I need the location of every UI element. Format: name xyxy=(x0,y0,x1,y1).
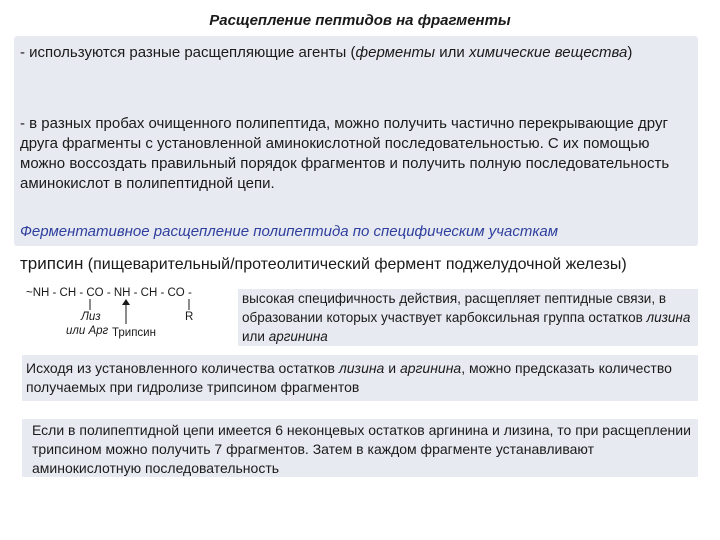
peptide-formula: ~NH - CH - CO - NH - CH - CO - xyxy=(26,287,192,299)
prediction-box xyxy=(22,355,698,401)
agents-suffix: ) xyxy=(627,44,633,61)
prediction-text2: , можно предсказать количество получаемых при гидролизе трипсином фрагментов xyxy=(26,360,672,395)
cleavage-arrow-head xyxy=(122,299,130,305)
prediction-text1: Исходя из установленного количества остатков xyxy=(26,360,339,376)
prediction-mid: и xyxy=(384,360,400,376)
lys-label: Лиз xyxy=(81,311,101,323)
enzymatic-heading: Ферментативное расщепление полипептида по специфическим участкам xyxy=(20,223,559,240)
trypsin-line xyxy=(20,254,720,274)
fragments-paragraph: - в разных пробах очищенного полипептида, можно получить частично перекрывающие друг друга фрагменты с установленной аминокислотной последовательностью. С их помощью можно воссоздать правильный порядок фрагментов и получить полную последовательность аминокислот в полипептидной цепи. xyxy=(20,115,670,192)
agents-prefix: - используются разные расщепляющие агенты ( xyxy=(20,44,356,61)
example-box: Если в полипептидной цепи имеется 6 неконцевых остатков аргинина и лизина, то при расщеплении трипсином можно получить 7 фрагментов. Затем в каждом фрагменте устанавливают аминокислотную последовательность xyxy=(22,419,698,477)
prediction-lysine: лизина xyxy=(338,360,385,376)
r-label: R xyxy=(185,311,194,323)
agents-mid: или xyxy=(435,44,469,61)
specificity-arginine: аргинина xyxy=(268,329,328,344)
prediction-arginine: аргинина xyxy=(399,360,462,376)
specificity-lysine: лизина xyxy=(646,310,691,325)
agents-chemicals: химические вещества xyxy=(468,44,628,61)
cleavage-diagram xyxy=(26,284,238,344)
specificity-text: высокая специфичность действия, расщепляет пептидные связи, в образовании которых участвует карбоксильная группа остатков xyxy=(242,291,666,325)
trypsin-name: трипсин xyxy=(20,254,84,273)
agents-enzymes: ферменты xyxy=(355,44,436,61)
specificity-box xyxy=(238,289,698,346)
trypsin-label: Трипсин xyxy=(112,327,156,339)
or-arg-label: или Арг xyxy=(66,325,109,337)
trypsin-description: (пищеварительный/протеолитический фермент поджелудочной железы) xyxy=(83,256,627,273)
page-title: Расщепление пептидов на фрагменты xyxy=(209,12,511,29)
agents-paragraph xyxy=(20,43,696,63)
specificity-mid: или xyxy=(242,329,269,344)
